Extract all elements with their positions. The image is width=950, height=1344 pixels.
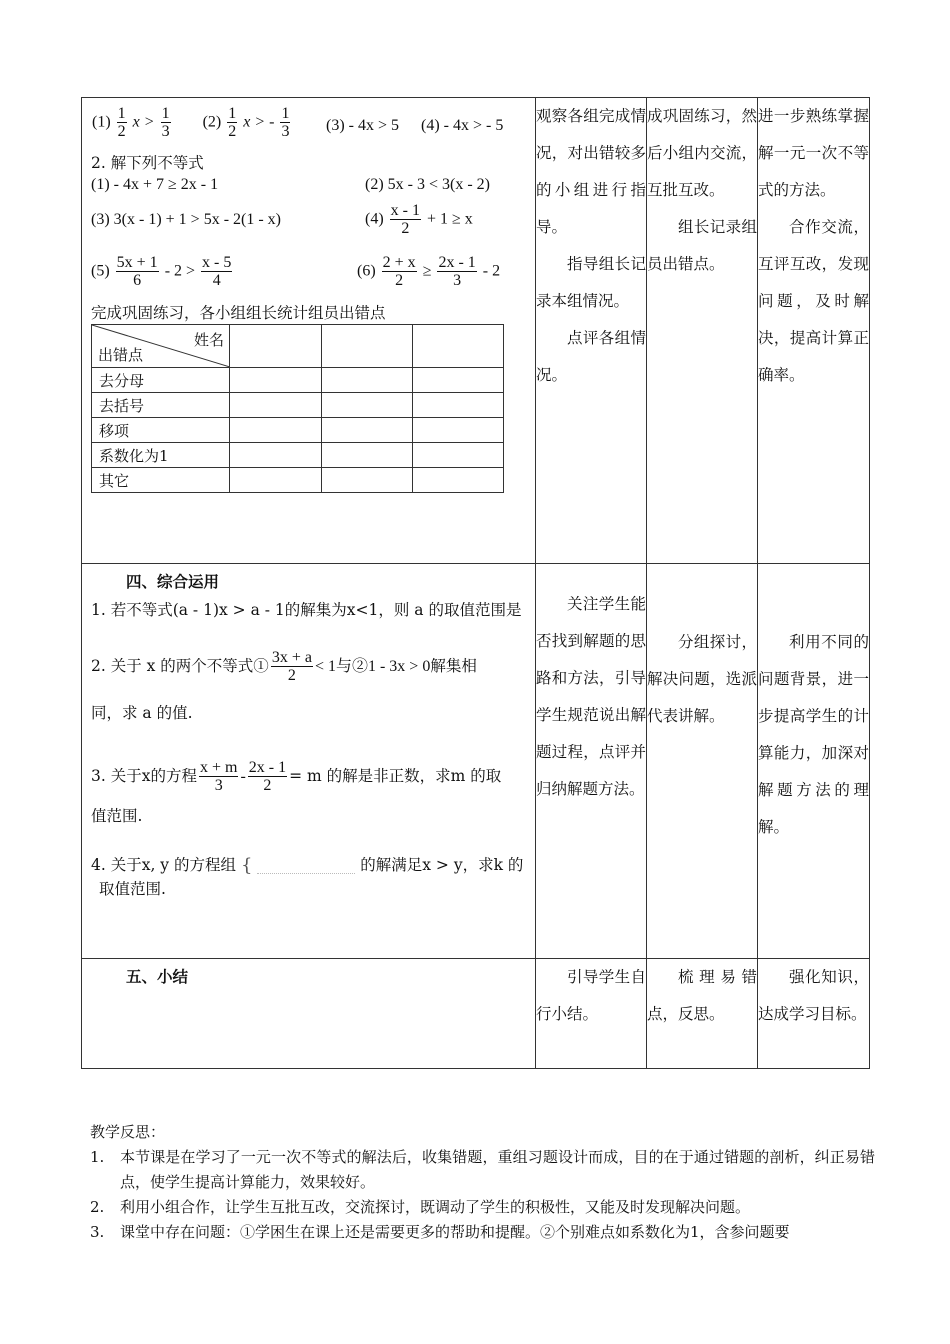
s5-frac1	[116, 254, 159, 290]
cell	[230, 443, 322, 468]
ineq1-den: 2	[117, 123, 126, 140]
ineq2-rnum: 1	[281, 105, 290, 122]
ineq1-rhs	[161, 105, 171, 141]
row1-intent-p1: 进一步熟练掌握解一元一次不等式的方法。	[758, 107, 869, 199]
ineq2-frac	[227, 105, 237, 141]
item-number: 2.	[90, 1198, 105, 1216]
s5-den2: 4	[212, 272, 221, 289]
q3-frac2	[248, 759, 287, 795]
cell	[413, 393, 504, 418]
section4-q1: 1. 若不等式(a - 1)x > a - 1的解集为x<1，则 a 的取值范围是	[91, 601, 522, 619]
item-number: 3.	[90, 1223, 105, 1241]
q2-frac-den: 2	[287, 667, 296, 684]
practice-q1-line-b	[326, 117, 532, 135]
s6-num1: 2 + x	[382, 254, 416, 271]
table-row	[92, 443, 504, 468]
s6-num2: 2x - 1	[438, 254, 476, 271]
s4-frac	[390, 202, 421, 238]
cell	[230, 393, 322, 418]
cell	[322, 418, 413, 443]
row1-teacher-cell	[536, 98, 647, 564]
ineq2-rel: x > -	[243, 113, 275, 131]
q3-minus: -	[240, 768, 246, 785]
s6-frac1	[382, 254, 417, 290]
s6-den1: 2	[395, 272, 404, 289]
lesson-table	[81, 97, 870, 1069]
s5-num1: 5x + 1	[116, 254, 158, 271]
cell	[413, 468, 504, 493]
section4-student-cell	[647, 564, 758, 959]
cell	[230, 368, 322, 393]
section4-title: 四、综合运用	[126, 572, 220, 591]
ineq1-frac	[117, 105, 127, 141]
list-item	[90, 1220, 875, 1245]
error-point-header: 出错点	[98, 346, 144, 364]
q3-frac1	[199, 759, 238, 795]
ineq-s4	[365, 202, 473, 238]
list-item	[90, 1195, 875, 1220]
ineq1-rden: 3	[161, 123, 170, 140]
row-label: 去分母	[92, 368, 230, 393]
practice-q1-line	[92, 105, 292, 141]
s5-mid: - 2 >	[164, 262, 196, 280]
row-label: 去括号	[92, 393, 230, 418]
row-label: 其它	[92, 468, 230, 493]
error-tally-table	[91, 324, 504, 493]
ineq1-num: 1	[117, 105, 126, 122]
ineq-s2: (2) 5x - 3 < 3(x - 2)	[365, 176, 490, 193]
cell	[413, 418, 504, 443]
cell	[322, 393, 413, 418]
item-text: 利用小组合作，让学生互批互改，交流探讨，既调动了学生的积极性，又能及时发现解决问题。	[120, 1198, 751, 1216]
row1-teacher-p2: 指导组长记录本组情况。	[536, 255, 646, 310]
q3-post: = m 的解是非正数，求m 的取	[289, 767, 502, 785]
section5-student-text: 梳理易错点，反思。	[647, 968, 757, 1023]
ineq4: (4) - 4x > - 5	[421, 117, 504, 134]
q2-frac-num: 3x + a	[271, 649, 312, 666]
q2-frac	[271, 649, 313, 685]
section4-q2	[91, 649, 477, 685]
ineq1-rnum: 1	[161, 105, 170, 122]
equation-system-faded	[257, 859, 355, 874]
section4-q2-line2: 同，求 a 的值.	[91, 704, 193, 722]
table-row	[92, 468, 504, 493]
section4-row	[82, 564, 870, 959]
ineq3: (3) - 4x > 5	[326, 117, 400, 134]
s6-frac2	[437, 254, 476, 290]
s4-num: x - 1	[390, 202, 420, 219]
student-col-2	[322, 325, 413, 368]
list-item	[90, 1145, 875, 1195]
cell	[322, 468, 413, 493]
ineq-s3: (3) 3(x - 1) + 1 > 5x - 2(1 - x)	[91, 211, 281, 228]
q2-pre: 2. 关于 x 的两个不等式①	[91, 657, 269, 675]
section4-content-cell	[82, 564, 536, 959]
row1-teacher-p3: 点评各组情况。	[536, 329, 646, 384]
q3-pre: 3. 关于x的方程	[91, 767, 197, 785]
section4-q4	[91, 854, 523, 876]
section4-student-text: 分组探讨，解决问题，选派代表讲解。	[647, 633, 757, 725]
s4-label: (4)	[365, 210, 384, 228]
row-label: 系数化为1	[92, 443, 230, 468]
s5-num2: x - 5	[202, 254, 232, 271]
table-row	[92, 393, 504, 418]
cell	[413, 443, 504, 468]
s5-label: (5)	[91, 262, 110, 280]
item-text: 课堂中存在问题：①学困生在课上还是需要更多的帮助和提醒。②个别难点如系数化为1，含参问题要	[120, 1223, 790, 1241]
q2-mid: < 1与②1 - 3x > 0	[314, 658, 431, 675]
section5-row	[82, 959, 870, 1069]
practice-row	[82, 98, 870, 564]
reflection-title: 教学反思：	[90, 1123, 166, 1141]
ineq2-rhs	[280, 105, 290, 141]
s6-label: (6)	[357, 262, 376, 280]
error-table-header	[92, 325, 504, 368]
practice-q2-title: 2. 解下列不等式	[91, 154, 204, 172]
ineq1-label: (1)	[92, 113, 111, 131]
item-number: 1.	[90, 1148, 105, 1166]
q4-post: 的解满足x > y，求k 的	[360, 856, 524, 874]
row1-intent-cell	[758, 98, 870, 564]
s5-frac2	[201, 254, 232, 290]
row1-student-cell	[647, 98, 758, 564]
s6-mid: ≥	[422, 262, 432, 280]
q3-num1: x + m	[199, 759, 238, 776]
diagonal-header-cell	[92, 325, 230, 368]
cell	[230, 468, 322, 493]
section4-intent-text: 利用不同的问题背景，进一步提高学生的计算能力，加深对解题方法的理解。	[758, 633, 869, 836]
ineq2-den: 2	[228, 123, 237, 140]
section5-title: 五、小结	[126, 967, 189, 986]
section4-teacher-text: 关注学生能否找到解题的思路和方法，引导学生规范说出解题过程，点评并归纳解题方法。	[536, 595, 646, 798]
section5-teacher-cell	[536, 959, 647, 1069]
row1-intent-p2: 合作交流，互评互改，发现问题，及时解决，提高计算正确率。	[758, 218, 869, 384]
ineq-s5	[91, 254, 234, 290]
cell	[230, 418, 322, 443]
cell	[322, 443, 413, 468]
s4-rest: + 1 ≥ x	[426, 210, 473, 228]
ineq-s1: (1) - 4x + 7 ≥ 2x - 1	[91, 176, 219, 193]
student-col-1	[230, 325, 322, 368]
table-row	[92, 418, 504, 443]
q2-post: 解集相	[430, 657, 477, 675]
practice-task: 完成巩固练习，各小组组长统计组员出错点	[91, 304, 386, 322]
name-header: 姓名	[193, 331, 224, 349]
s6-rest: - 2	[482, 262, 501, 280]
q3-den2: 2	[263, 777, 272, 794]
cell	[322, 368, 413, 393]
ineq2-label: (2)	[202, 113, 222, 131]
practice-content-cell	[82, 98, 536, 564]
section4-q4-line2: 取值范围.	[99, 880, 166, 898]
section5-intent-text: 强化知识，达成学习目标。	[758, 968, 869, 1023]
s4-den: 2	[401, 220, 410, 237]
section5-intent-cell	[758, 959, 870, 1069]
section4-teacher-cell	[536, 564, 647, 959]
q4-pre: 4. 关于x, y 的方程组	[91, 856, 236, 874]
s6-den2: 3	[453, 272, 462, 289]
reflection-list	[90, 1145, 875, 1245]
ineq2-num: 1	[228, 105, 237, 122]
ineq2-rden: 3	[281, 123, 290, 140]
section5-teacher-text: 引导学生自行小结。	[536, 968, 646, 1023]
table-row	[92, 368, 504, 393]
item-text: 本节课是在学习了一元一次不等式的解法后，收集错题，重组习题设计而成，目的在于通过错题的剖析，纠正易错点，使学生提高计算能力，效果较好。	[120, 1148, 875, 1191]
row-label: 移项	[92, 418, 230, 443]
ineq1-rel: x >	[132, 113, 155, 131]
teaching-reflection	[90, 1120, 875, 1245]
s5-den1: 6	[133, 272, 142, 289]
cell	[413, 368, 504, 393]
section4-q3	[91, 759, 501, 795]
section5-student-cell	[647, 959, 758, 1069]
section4-intent-cell	[758, 564, 870, 959]
equation-system-brace: {	[240, 855, 253, 876]
ineq-s6	[357, 254, 500, 290]
section4-q3-line2: 值范围.	[91, 807, 143, 825]
student-col-3	[413, 325, 504, 368]
q3-den1: 3	[214, 777, 223, 794]
row1-student-p2: 组长记录组员出错点。	[647, 218, 757, 273]
section5-content-cell	[82, 959, 536, 1069]
q3-num2: 2x - 1	[248, 759, 287, 776]
row1-student-p1: 成巩固练习，然后小组内交流，互批互改。	[647, 107, 757, 199]
row1-teacher-p1: 观察各组完成情况，对出错较多的小组进行指导。	[536, 107, 646, 236]
